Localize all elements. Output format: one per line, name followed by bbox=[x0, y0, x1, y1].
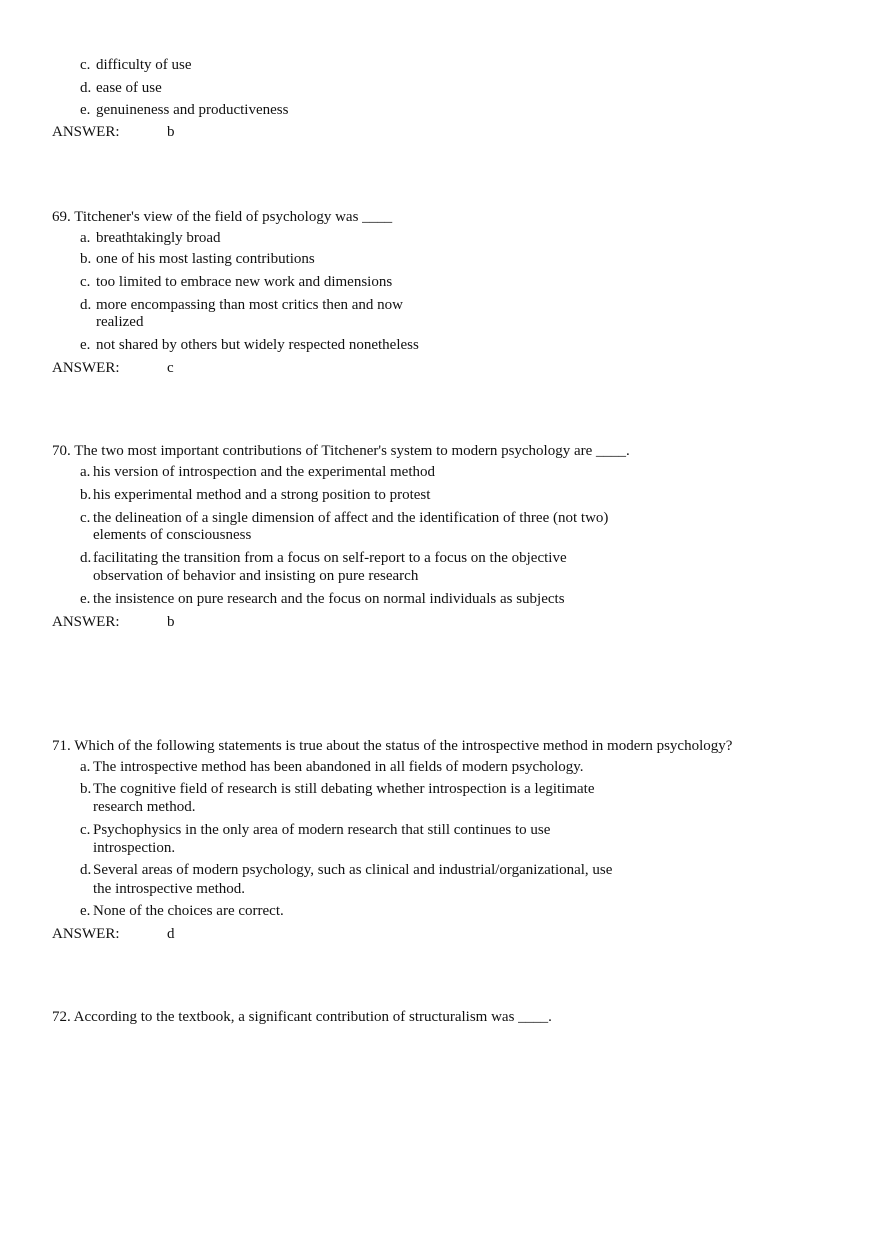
answer-value: b bbox=[167, 124, 175, 140]
q71-option-b-continued: research method. bbox=[93, 799, 196, 815]
q69-option-d-continued: realized bbox=[96, 314, 144, 330]
q70-answer-label: ANSWER: bbox=[52, 614, 120, 630]
q71-option-c: c. Psychophysics in the only area of modern research that still continues to use bbox=[80, 822, 551, 838]
option-e: e. genuineness and productiveness bbox=[80, 102, 289, 118]
q69-option-d: d. more encompassing than most critics then and now bbox=[80, 297, 404, 313]
question-72-stem: 72. According to the textbook, a significant contribution of structuralism was ____. bbox=[52, 1009, 552, 1025]
q71-option-c-continued: introspection. bbox=[93, 840, 176, 856]
answer-label: ANSWER: bbox=[52, 124, 120, 140]
q71-option-b: b. The cognitive field of research is still debating whether introspection is a legitimate bbox=[80, 781, 595, 797]
q69-answer-value: c bbox=[167, 360, 174, 376]
question-69-stem: 69. Titchener's view of the field of psychology was ____ bbox=[52, 209, 393, 225]
q70-option-e: e. the insistence on pure research and the focus on normal individuals as subjects bbox=[80, 591, 565, 607]
q69-option-c: c. too limited to embrace new work and dimensions bbox=[80, 274, 393, 290]
option-c: c. difficulty of use bbox=[80, 57, 192, 73]
q71-option-d: d. Several areas of modern psychology, such as clinical and industrial/organizational, use bbox=[80, 862, 613, 878]
q70-option-c: c. the delineation of a single dimension of affect and the identification of three (not two) bbox=[80, 510, 609, 526]
q69-option-e: e. not shared by others but widely respected nonetheless bbox=[80, 337, 419, 353]
q70-option-d-continued: observation of behavior and insisting on pure research bbox=[93, 568, 419, 584]
q69-option-a: a. breathtakingly broad bbox=[80, 230, 221, 246]
q71-option-e: e. None of the choices are correct. bbox=[80, 903, 284, 919]
q70-answer-value: b bbox=[167, 614, 175, 630]
q71-option-a: a. The introspective method has been abandoned in all fields of modern psychology. bbox=[80, 759, 584, 775]
q69-option-b: b. one of his most lasting contributions bbox=[80, 251, 315, 267]
q70-option-d: d. facilitating the transition from a focus on self-report to a focus on the objective bbox=[80, 550, 567, 566]
q71-answer-label: ANSWER: bbox=[52, 926, 120, 942]
q71-option-d-continued: the introspective method. bbox=[93, 881, 246, 897]
q71-answer-value: d bbox=[167, 926, 175, 942]
q70-option-b: b. his experimental method and a strong position to protest bbox=[80, 487, 431, 503]
q70-option-c-continued: elements of consciousness bbox=[93, 527, 252, 543]
option-d: d. ease of use bbox=[80, 80, 162, 96]
question-70-stem: 70. The two most important contributions of Titchener's system to modern psychology are ____. bbox=[52, 443, 630, 459]
q70-option-a: a. his version of introspection and the experimental method bbox=[80, 464, 435, 480]
question-71-stem: 71. Which of the following statements is true about the status of the introspective method in modern psychology? bbox=[52, 738, 733, 754]
q69-answer-label: ANSWER: bbox=[52, 360, 120, 376]
